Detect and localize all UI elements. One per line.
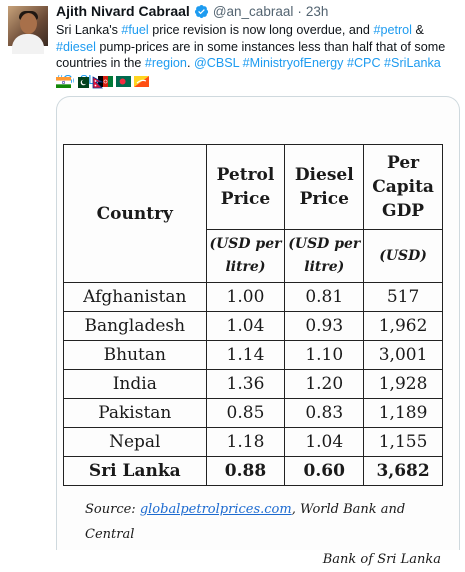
source-rest: , World Bank and Central — [85, 502, 406, 542]
hashtag-link[interactable]: #CPC — [346, 56, 381, 70]
cell-petrol: 1.00 — [206, 283, 285, 312]
hashtag-link[interactable]: #diesel — [56, 39, 96, 54]
tweet-timestamp[interactable]: 23h — [305, 3, 329, 19]
author-avatar[interactable] — [8, 6, 48, 46]
header-diesel-line1: Diesel — [294, 165, 354, 185]
header-country: Country — [64, 145, 207, 283]
table-row-sri-lanka — [64, 457, 443, 486]
cell-gdp: 3,682 — [364, 457, 443, 486]
units-petrol-line1: (USD per — [209, 236, 282, 252]
verified-badge-icon — [194, 4, 209, 19]
cell-country: Afghanistan — [64, 283, 207, 312]
header-gdp — [364, 145, 443, 230]
cell-petrol: 1.14 — [206, 341, 285, 370]
cell-gdp: 517 — [364, 283, 443, 312]
cell-petrol: 1.18 — [206, 428, 285, 457]
cell-country: Bangladesh — [64, 312, 207, 341]
bangladesh-flag-icon — [116, 75, 131, 86]
author-name[interactable]: Ajith Nivard Cabraal — [56, 3, 190, 19]
cell-petrol: 0.88 — [206, 457, 285, 486]
tweet-text — [56, 22, 460, 88]
cell-gdp: 3,001 — [364, 341, 443, 370]
source-line2: Bank of Sri Lanka — [322, 552, 441, 567]
hashtag-link[interactable]: #petrol — [373, 23, 412, 37]
cell-diesel: 0.81 — [285, 283, 364, 312]
hashtag-link[interactable]: #fuel — [121, 23, 149, 37]
cell-country: Bhutan — [64, 341, 207, 370]
units-diesel — [285, 230, 364, 283]
table-header-row — [64, 145, 443, 230]
tweet-text-segment: & — [411, 23, 424, 37]
cell-gdp: 1,155 — [364, 428, 443, 457]
tweet-header — [56, 3, 328, 19]
hashtag-link[interactable]: #MinistryofEnergy — [242, 56, 344, 70]
cell-gdp: 1,189 — [364, 399, 443, 428]
tweet-text-segment: pump-prices are in some instances less than half that of some countries in the — [56, 39, 446, 70]
header-diesel — [285, 145, 364, 230]
cell-country: India — [64, 370, 207, 399]
pakistan-flag-icon — [74, 75, 89, 86]
units-gdp: (USD) — [364, 230, 443, 283]
table-source-note — [85, 497, 455, 572]
cell-diesel: 1.20 — [285, 370, 364, 399]
separator-dot: · — [297, 3, 302, 19]
cell-country: Nepal — [64, 428, 207, 457]
india-flag-icon — [56, 75, 71, 86]
cell-petrol: 1.36 — [206, 370, 285, 399]
hashtag-link[interactable]: @CBSL — [193, 56, 240, 70]
units-petrol — [206, 230, 285, 283]
header-diesel-line2: Price — [299, 189, 349, 209]
tweet-text-segment: Sri Lanka's — [56, 23, 122, 37]
bhutan-flag-icon — [134, 75, 149, 86]
table-row — [64, 399, 443, 428]
tweet-text-segment: price revision is now long overdue, and — [148, 23, 374, 37]
header-petrol-line1: Petrol — [216, 165, 275, 185]
hashtag-link[interactable]: #region — [144, 56, 187, 70]
flags-row — [56, 73, 110, 87]
cell-gdp: 1,962 — [364, 312, 443, 341]
cell-diesel: 1.10 — [285, 341, 364, 370]
nepal-flag-icon — [92, 75, 107, 86]
cell-petrol: 1.04 — [206, 312, 285, 341]
table-row — [64, 312, 443, 341]
table-row — [64, 370, 443, 399]
cell-petrol: 0.85 — [206, 399, 285, 428]
table-row — [64, 341, 443, 370]
hashtag-link[interactable]: #SriLanka — [384, 56, 441, 70]
cell-diesel: 0.60 — [285, 457, 364, 486]
cell-diesel: 0.83 — [285, 399, 364, 428]
cell-gdp: 1,928 — [364, 370, 443, 399]
fuel-price-table — [63, 144, 443, 486]
cell-diesel: 0.93 — [285, 312, 364, 341]
source-link: globalpetrolprices.com — [139, 502, 292, 517]
author-handle[interactable]: @an_cabraal — [212, 3, 294, 19]
table-row — [64, 283, 443, 312]
units-diesel-line1: (USD per — [288, 236, 361, 252]
units-diesel-line2: litre) — [304, 259, 345, 275]
tweet-text-segment: . — [186, 56, 194, 70]
header-gdp-line3: GDP — [382, 201, 425, 221]
header-petrol — [206, 145, 285, 230]
cell-diesel: 1.04 — [285, 428, 364, 457]
tweet-image[interactable] — [56, 96, 460, 567]
units-petrol-line2: litre) — [225, 259, 266, 275]
header-gdp-line2: Capita — [372, 177, 434, 197]
source-prefix: Source: — [85, 502, 140, 517]
header-gdp-line1: Per — [387, 153, 420, 173]
cell-country: Pakistan — [64, 399, 207, 428]
table-row — [64, 428, 443, 457]
cell-country: Sri Lanka — [64, 457, 207, 486]
header-petrol-line2: Price — [220, 189, 271, 209]
